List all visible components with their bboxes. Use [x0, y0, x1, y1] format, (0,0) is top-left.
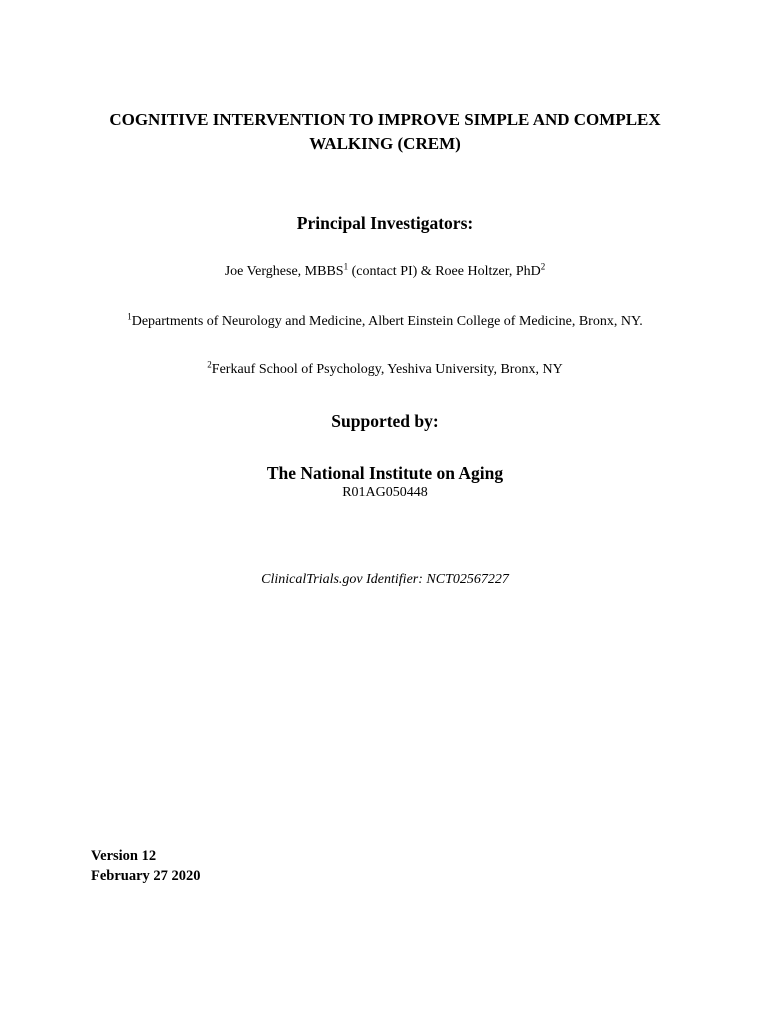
- grant-number: R01AG050448: [342, 485, 428, 500]
- affiliation-2-marker: 2: [207, 359, 212, 370]
- document-title-line-1: COGNITIVE INTERVENTION TO IMPROVE SIMPLE AND COMPLEX: [109, 110, 661, 129]
- affiliation-1-marker: 1: [127, 311, 132, 322]
- affiliation-1: [0, 311, 770, 330]
- pi1-name: Joe Verghese, MBBS: [224, 264, 344, 279]
- affiliation-2-text: Ferkauf School of Psychology, Yeshiva University, Bronx, NY: [211, 362, 563, 377]
- affiliation-2: [0, 359, 770, 378]
- document-title-line-2: WALKING (CREM): [309, 134, 461, 153]
- clinicaltrials-identifier: ClinicalTrials.gov Identifier: NCT02567227: [261, 572, 509, 587]
- version-label: Version 12: [91, 848, 157, 864]
- pi-role-and-coinvestigator: (contact PI) & Roee Holtzer, PhD: [348, 264, 541, 279]
- sponsor-name: The National Institute on Aging: [266, 463, 504, 483]
- principal-investigators-heading: Principal Investigators:: [296, 213, 474, 233]
- pi1-affiliation-marker: 1: [343, 261, 349, 272]
- version-block: [91, 846, 201, 886]
- affiliation-1-text: Departments of Neurology and Medicine, Albert Einstein College of Medicine, Bronx, NY.: [131, 314, 643, 329]
- pi2-affiliation-marker: 2: [540, 261, 546, 272]
- version-date: February 27 2020: [91, 868, 201, 884]
- supported-by-heading: Supported by:: [331, 411, 439, 431]
- investigators-line: [0, 261, 770, 280]
